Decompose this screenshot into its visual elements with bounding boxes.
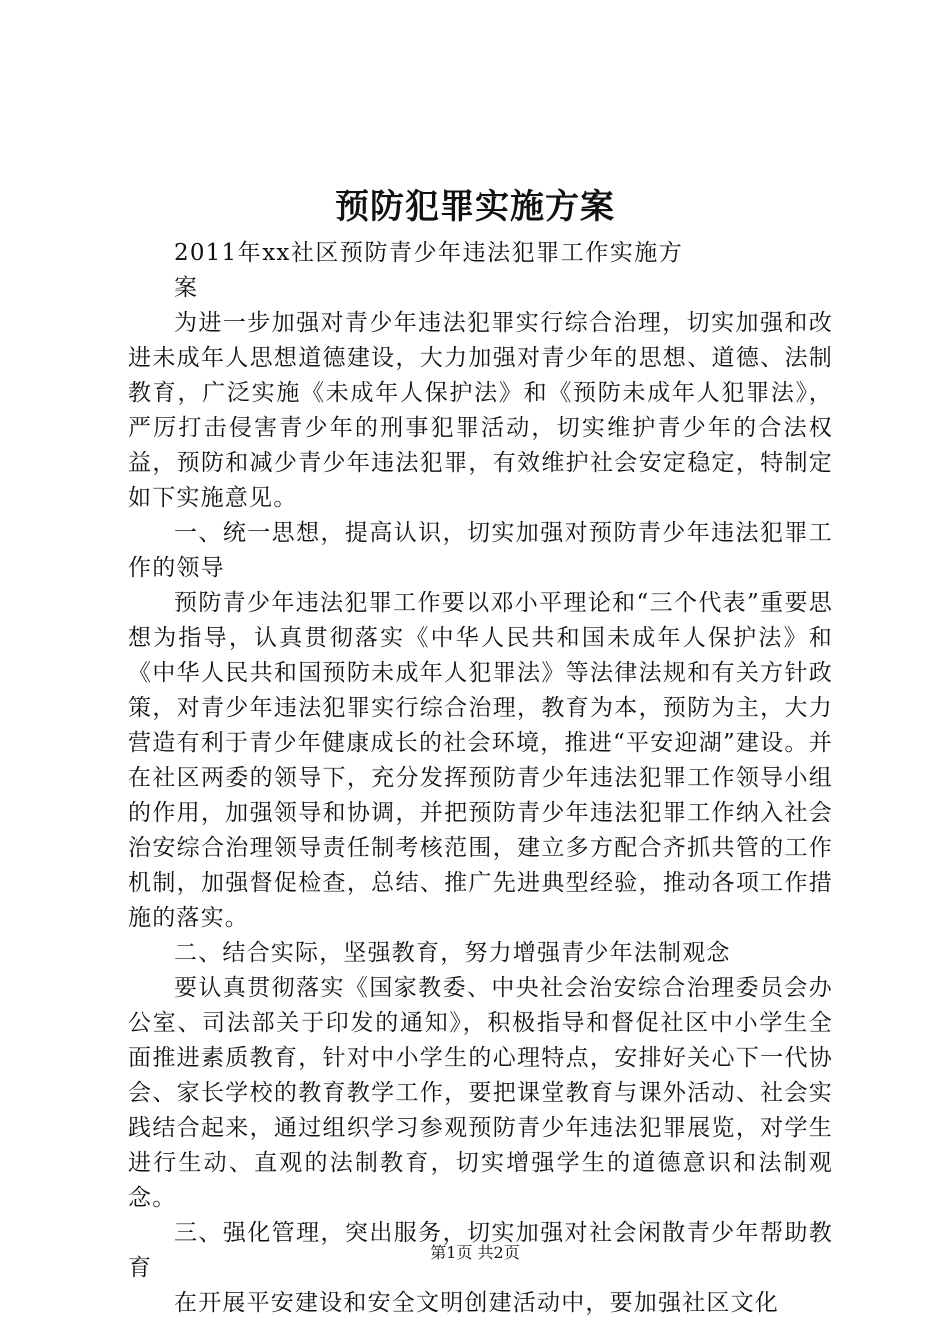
section-heading-3: 三、强化管理，突出服务，切实加强对社会闲散青少年帮助教育 bbox=[128, 1220, 833, 1281]
paragraph-section-2: 要认真贯彻落实《国家教委、中央社会治安综合治理委员会办公室、司法部关于印发的通知》，积极指导和督促社区中小学生全面推进素质教育，针对中小学生的心理特点，安排好关心下一代协会、家长学校的教育教学工作，要把课堂教育与课外活动、社会实践结合起来，通过组织学习参观预防青少年违法犯罪展览，对学生进行生动、直观的法制教育，切实增强学生的道德意识和法制观念。 bbox=[128, 975, 833, 1211]
document-title: 预防犯罪实施方案 bbox=[335, 187, 615, 227]
paragraph-section-3: 在开展平安建设和安全文明创建活动中，要加强社区文化 bbox=[174, 1290, 779, 1316]
paragraph-intro: 为进一步加强对青少年违法犯罪实行综合治理，切实加强和改进未成年人思想道德建设，大力加强对青少年的思想、道德、法制教育，广泛实施《未成年人保护法》和《预防未成年人犯罪法》，严厉打击侵害青少年的刑事犯罪活动，切实维护青少年的合法权益，预防和减少青少年违法犯罪，有效维护社会安定稳定，特制定如下实施意见。 bbox=[128, 310, 833, 511]
section-heading-2: 二、结合实际，坚强教育，努力增强青少年法制观念 bbox=[174, 940, 731, 966]
section-heading-1: 一、统一思想，提高认识，切实加强对预防青少年违法犯罪工作的领导 bbox=[128, 520, 833, 581]
document-body bbox=[128, 236, 833, 1321]
page-footer: 第1页 共2页 bbox=[430, 1243, 520, 1262]
document-subtitle: 2011年xx社区预防青少年违法犯罪工作实施方案 bbox=[174, 240, 683, 301]
paragraph-section-1: 预防青少年违法犯罪工作要以邓小平理论和“三个代表”重要思想为指导，认真贯彻落实《中华人民共和国未成年人保护法》和《中华人民共和国预防未成年人犯罪法》等法律法规和有关方针政策，对青少年违法犯罪实行综合治理，教育为本，预防为主，大力营造有利于青少年健康成长的社会环境，推进“平安迎湖”建设。并在社区两委的领导下，充分发挥预防青少年违法犯罪工作领导小组的作用，加强领导和协调，并把预防青少年违法犯罪工作纳入社会治安综合治理领导责任制考核范围，建立多方配合齐抓共管的工作机制，加强督促检查，总结、推广先进典型经验，推动各项工作措施的落实。 bbox=[128, 590, 833, 931]
